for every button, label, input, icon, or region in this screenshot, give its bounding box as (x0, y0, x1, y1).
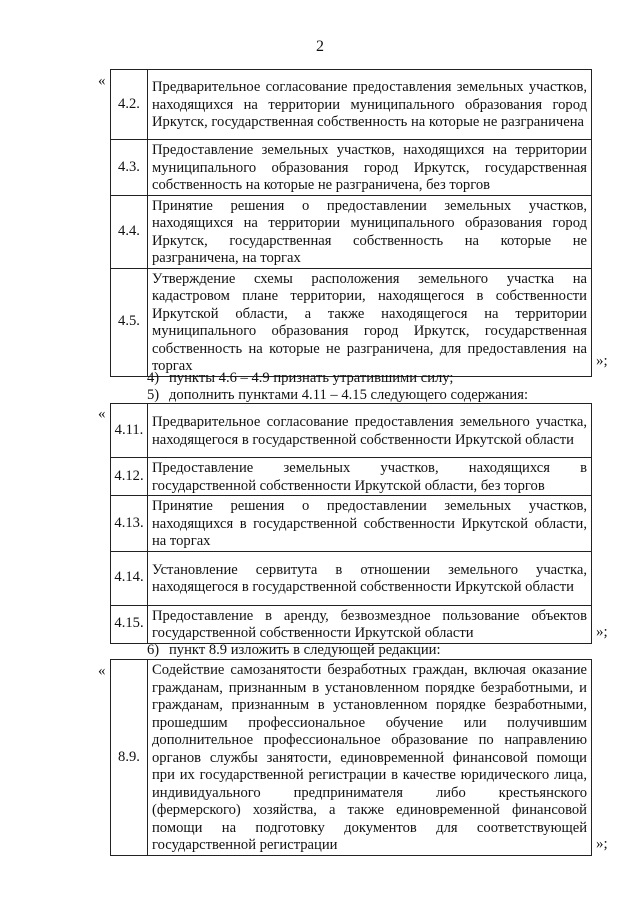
table-employment (110, 659, 592, 856)
close-quote-1: »; (596, 353, 608, 369)
row-text: Установление сервитута в отношении земельного участка, находящегося в государственной собственности Иркутской области (148, 551, 592, 605)
row-number: 4.12. (111, 458, 148, 496)
row-text: Предварительное согласование предоставления земельных участков, находящихся на территории муниципального образования город Иркутск, государственная собственность на которые не разграничена (148, 70, 592, 140)
open-quote-1: « (98, 73, 106, 89)
row-number: 4.3. (111, 140, 148, 196)
row-text: Предоставление земельных участков, находящихся на территории муниципального образования город Иркутск, государственная собственность на которые не разграничена, без торгов (148, 140, 592, 196)
item-4-text: пункты 4.6 – 4.9 признать утратившими силу; (169, 370, 454, 386)
row-number: 4.14. (111, 551, 148, 605)
open-quote-3: « (98, 663, 106, 679)
row-text: Предоставление в аренду, безвозмездное пользование объектов государственной собственности Иркутской области (148, 605, 592, 643)
open-quote-2: « (98, 406, 106, 422)
table-row (111, 551, 592, 605)
row-number: 4.5. (111, 268, 148, 376)
row-text: Содействие самозанятости безработных граждан, включая оказание гражданам, признанным в установленном порядке безработными, и гражданам, признанным в установленном порядке безработными, прошедшим профессиональное обучение или получившим дополнительное профессиональное образование по направлению органов службы занятости, единовременной финансовой помощи при их государственной регистрации в качестве юридического лица, индивидуального предпринимателя либо крестьянского (фермерского) хозяйства, а также единовременной финансовой помощи на подготовку документов для соответствующей государственной регистрации (148, 660, 592, 856)
item-5-number: 5) (147, 387, 160, 403)
item-5-text: дополнить пунктами 4.11 – 4.15 следующего содержания: (169, 387, 528, 403)
row-number: 4.11. (111, 404, 148, 458)
table-row (111, 458, 592, 496)
item-5 (147, 387, 528, 404)
row-text: Утверждение схемы расположения земельного участка на кадастровом плане территории, находящегося в собственности Иркутской области, а также находящегося на территории муниципального образования город Иркутск, государственная собственность на которые не разграничена, для предоставления на торгах (148, 268, 592, 376)
row-number: 4.13. (111, 496, 148, 552)
row-number: 4.15. (111, 605, 148, 643)
row-text: Принятие решения о предоставлении земельных участков, находящихся в государственной собственности Иркутской области, на торгах (148, 496, 592, 552)
item-4 (147, 370, 453, 387)
table-row (111, 660, 592, 856)
table-row (111, 140, 592, 196)
row-text: Предоставление земельных участков, находящихся в государственной собственности Иркутской области, без торгов (148, 458, 592, 496)
table-row (111, 195, 592, 268)
row-text: Предварительное согласование предоставления земельного участка, находящегося в государственной собственности Иркутской области (148, 404, 592, 458)
row-number: 4.2. (111, 70, 148, 140)
row-text: Принятие решения о предоставлении земельных участков, находящихся на территории муниципального образования город Иркутск, государственная собственность на которые не разграничена, на торгах (148, 195, 592, 268)
close-quote-3: »; (596, 836, 608, 852)
item-6-number: 6) (147, 642, 160, 658)
item-4-number: 4) (147, 370, 160, 386)
table-land-regional (110, 403, 592, 644)
table-row (111, 605, 592, 643)
row-number: 8.9. (111, 660, 148, 856)
item-6-text: пункт 8.9 изложить в следующей редакции: (169, 642, 441, 658)
table-row (111, 268, 592, 376)
row-number: 4.4. (111, 195, 148, 268)
close-quote-2: »; (596, 624, 608, 640)
item-6 (147, 642, 441, 659)
table-row (111, 70, 592, 140)
table-land-municipal (110, 69, 592, 377)
table-row (111, 404, 592, 458)
page-number: 2 (316, 38, 324, 55)
table-row (111, 496, 592, 552)
